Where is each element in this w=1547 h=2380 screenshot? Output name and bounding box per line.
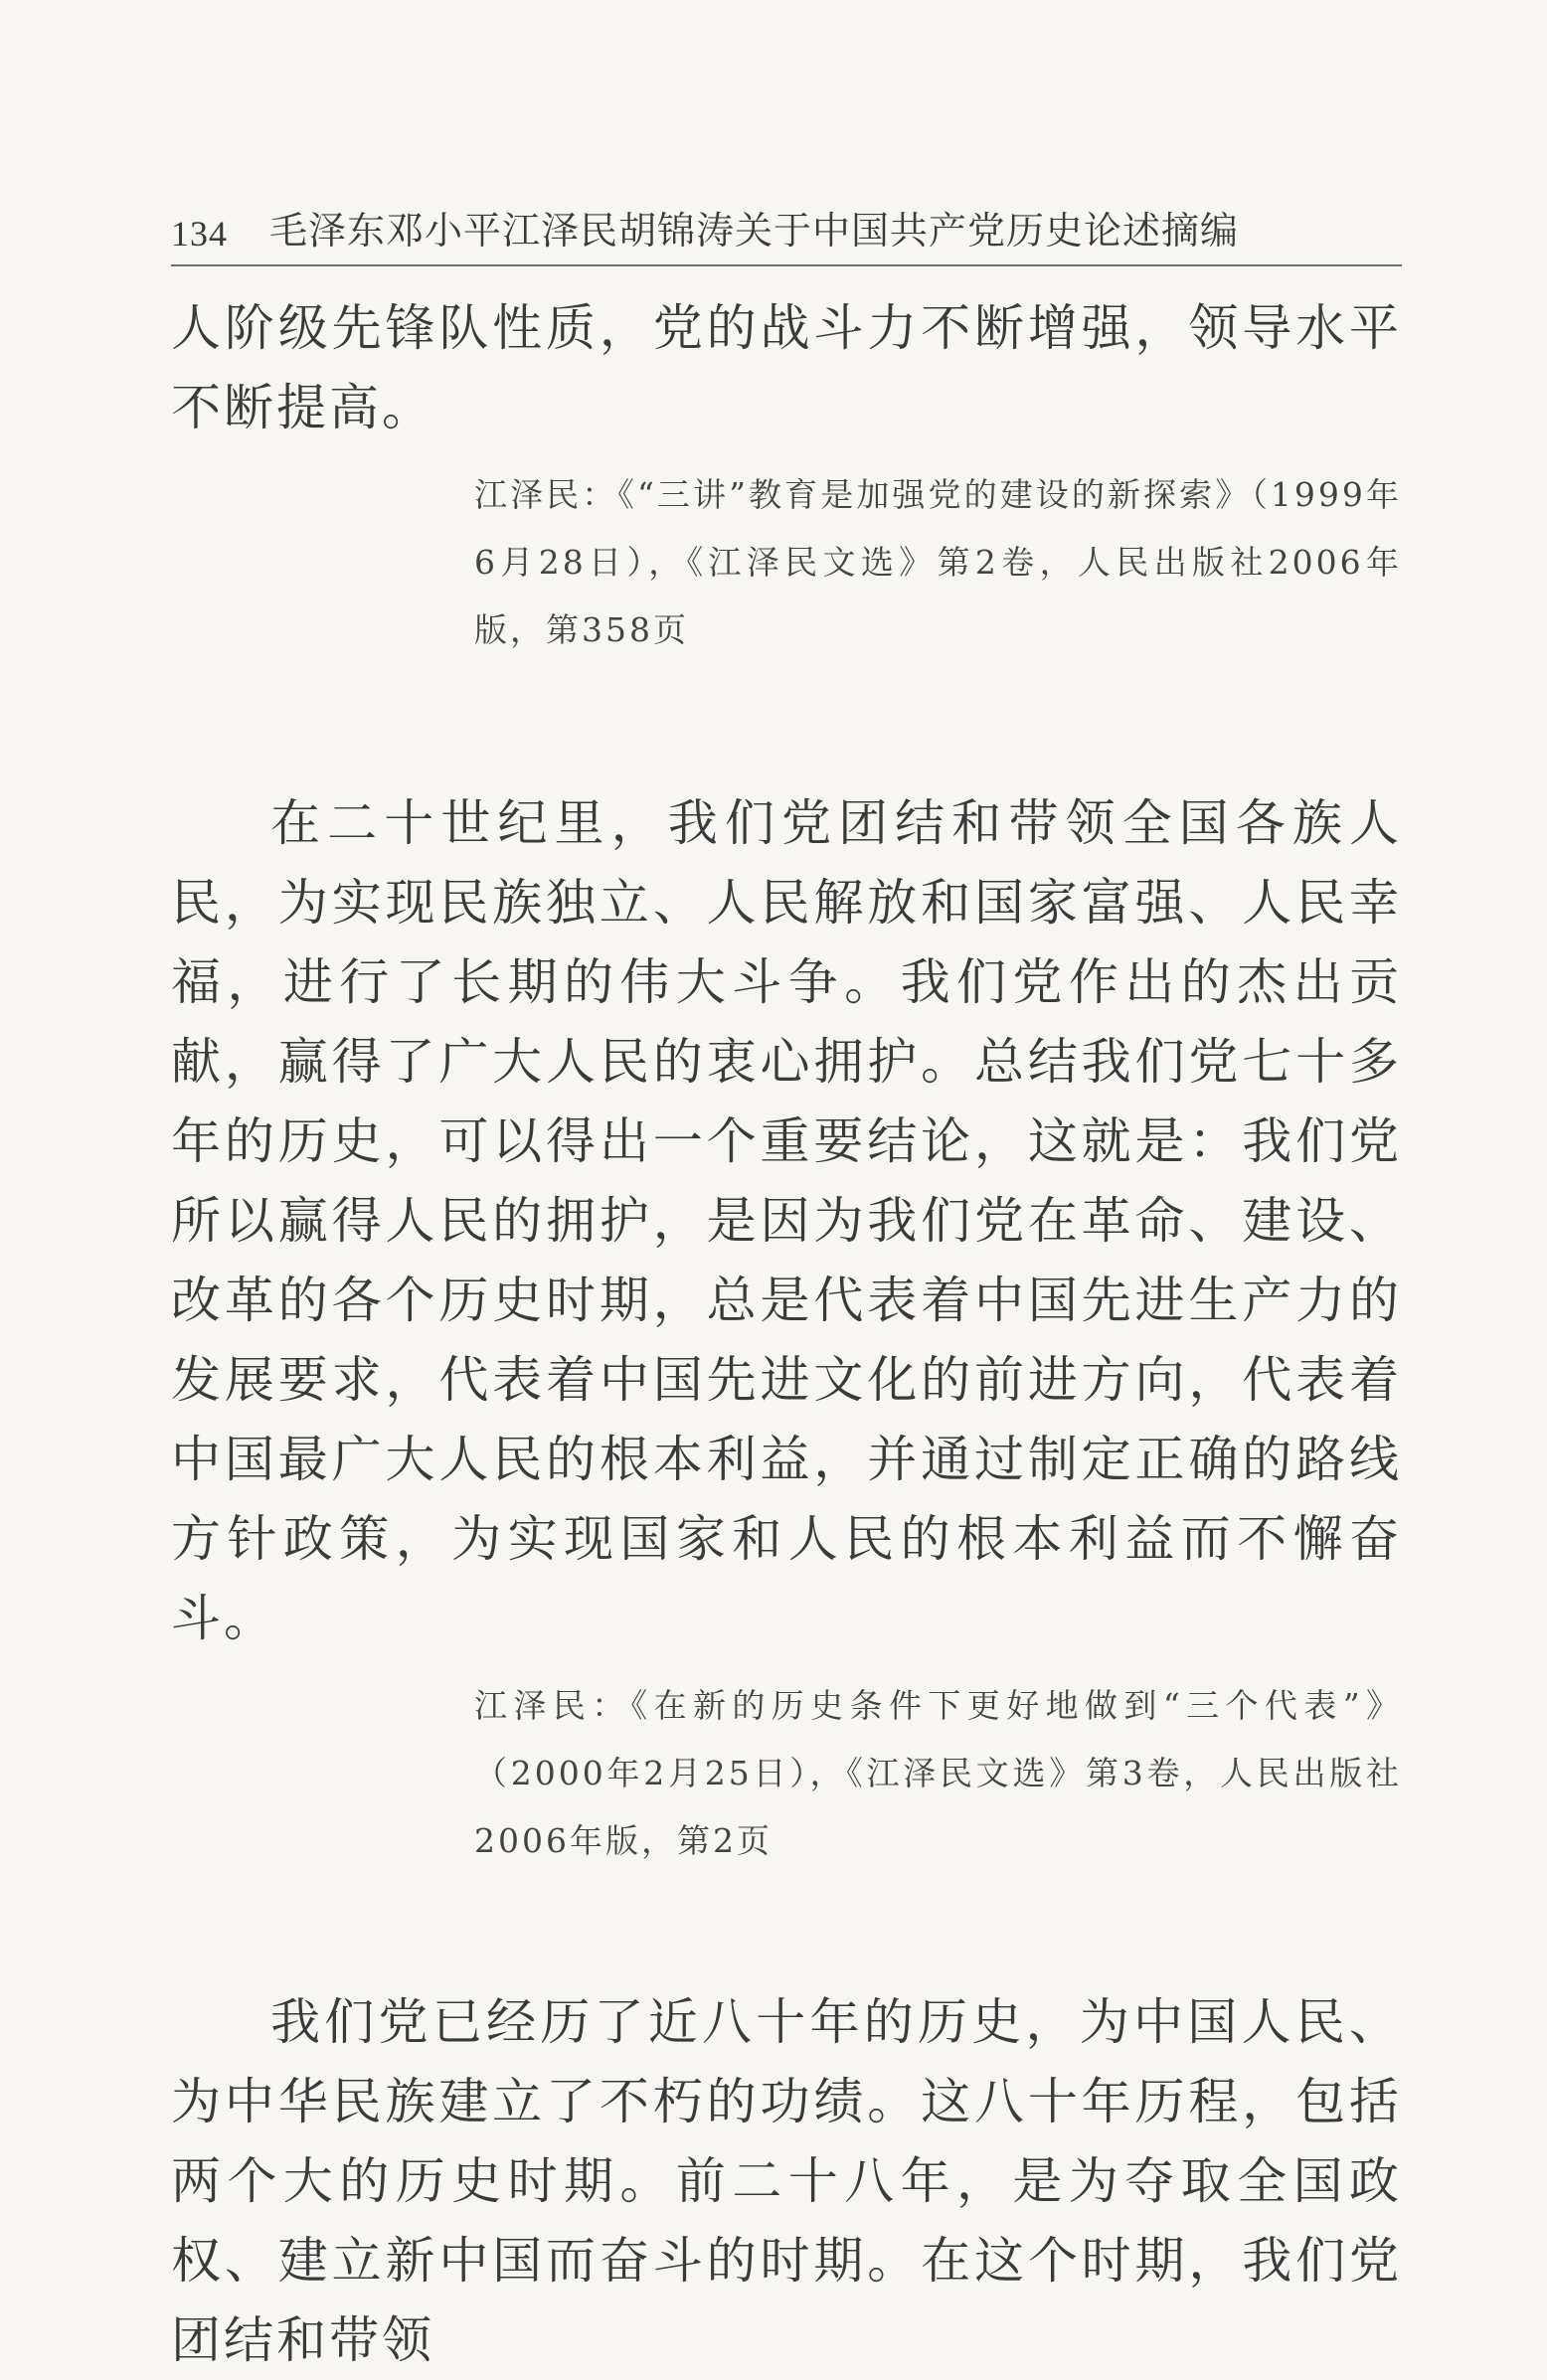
paragraph-quote: 我们党已经历了近八十年的历史，为中国人民、为中华民族建立了不朽的功绩。这八十年历程，包括两个大的历史时期。前二十八年，是为夺取全国政权、建立新中国而奋斗的时期。在这个时期，我们党团结和带领 — [171, 1993, 1402, 2369]
citation-source: 江泽民：《“三讲”教育是加强党的建设的新探索》（1999年6月28日），《江泽民文选》第2卷，人民出版社2006年版，第358页 — [474, 475, 1402, 649]
paragraph-quote: 在二十世纪里，我们党团结和带领全国各族人民，为实现民族独立、人民解放和国家富强、人民幸福，进行了长期的伟大斗争。我们党作出的杰出贡献，赢得了广大人民的衷心拥护。总结我们党七十多年的历史，可以得出一个重要结论，这就是：我们党所以赢得人民的拥护，是因为我们党在革命、建设、改革的各个历史时期，总是代表着中国先进生产力的发展要求，代表着中国先进文化的前进方向，代表着中国最广大人民的根本利益，并通过制定正确的路线方针政策，为实现国家和人民的根本利益而不懈奋斗。 — [171, 794, 1402, 1647]
block-spacer — [171, 664, 1402, 783]
citation-source: 江泽民：《在新的历史条件下更好地做到“三个代表”》（2000年2月25日），《江泽民文选》第3卷，人民出版社2006年版，第2页 — [474, 1686, 1402, 1860]
running-title: 毛泽东邓小平江泽民胡锦涛关于中国共产党历史论述摘编 — [269, 209, 1240, 253]
page-body — [171, 288, 1402, 2380]
page-header — [171, 195, 1402, 266]
page-number: 134 — [171, 214, 228, 254]
paragraph-continued: 人阶级先锋队性质，党的战斗力不断增强，领导水平不断提高。 — [171, 299, 1402, 436]
block-spacer — [171, 1875, 1402, 1982]
